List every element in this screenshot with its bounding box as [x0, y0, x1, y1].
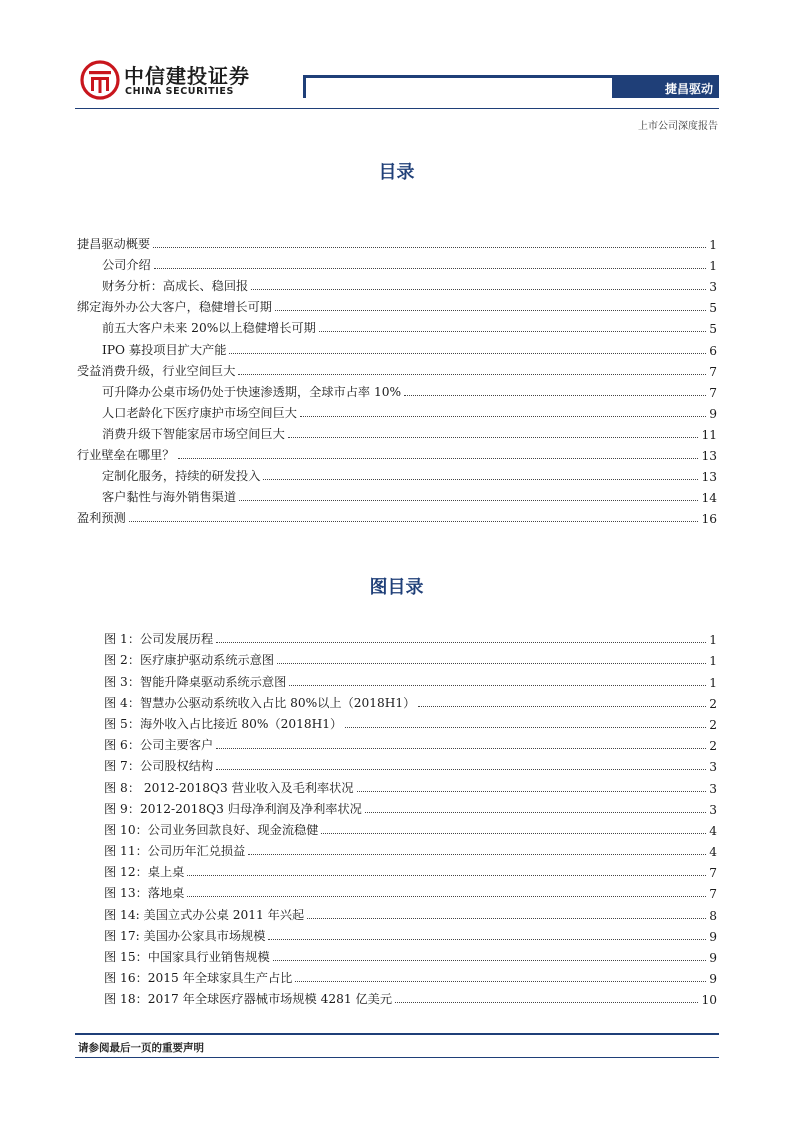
- figure-list-item[interactable]: [104, 774, 717, 795]
- report-type: 上市公司深度报告: [638, 121, 718, 132]
- figure-list-item-text: 图 2：医疗康护驱动系统示意图: [104, 653, 275, 668]
- toc-item[interactable]: [77, 484, 717, 505]
- figure-list-item-text: 图 17: 美国办公家具市场规模: [104, 928, 266, 943]
- dot-leader: [216, 769, 706, 770]
- dot-leader: [154, 268, 706, 269]
- dot-leader: [275, 310, 706, 311]
- figure-list-item-text: 图 1：公司发展历程: [104, 632, 214, 647]
- toc-item[interactable]: [77, 463, 717, 484]
- toc-item-text: 捷昌驱动概要: [77, 237, 151, 252]
- toc-item-text: 定制化服务，持续的研发投入: [102, 469, 261, 484]
- figure-list-item-page-number: 4: [709, 823, 717, 838]
- figure-list-item-page-number: 3: [709, 760, 717, 775]
- figure-list-item-page-number: 1: [709, 633, 717, 648]
- dot-leader: [238, 374, 706, 375]
- toc-item[interactable]: [77, 400, 717, 421]
- logo-english-name: CHINA SECURITIES: [125, 86, 234, 97]
- toc-item-page-number: 9: [709, 406, 717, 421]
- toc-item-text: 人口老龄化下医疗康护市场空间巨大: [102, 405, 297, 420]
- figure-list-item-page-number: 8: [709, 908, 717, 923]
- figure-list-item-page-number: 2: [709, 739, 717, 754]
- dot-leader: [288, 437, 699, 438]
- toc-item-text: 可升降办公桌市场仍处于快速渗透期，全球市占率 10%: [102, 384, 402, 399]
- toc-item-page-number: 1: [709, 259, 717, 274]
- toc-item-page-number: 13: [701, 470, 717, 485]
- figure-list-item[interactable]: [104, 838, 717, 859]
- china-securities-logo-icon: [80, 60, 120, 100]
- dot-leader: [365, 812, 706, 813]
- toc-item-page-number: 5: [709, 322, 717, 337]
- dot-leader: [129, 521, 699, 522]
- figure-list-item-page-number: 7: [709, 866, 717, 881]
- dot-leader: [239, 500, 698, 501]
- toc-item[interactable]: [77, 252, 717, 273]
- toc-item-text: 公司介绍: [102, 258, 151, 273]
- figure-list-item[interactable]: [104, 944, 717, 965]
- toc-item-text: 前五大客户未来 20%以上稳健增长可期: [102, 321, 316, 336]
- toc-item[interactable]: [77, 294, 717, 315]
- toc-item-page-number: 7: [709, 385, 717, 400]
- dot-leader: [295, 981, 706, 982]
- figure-list-item-page-number: 3: [709, 802, 717, 817]
- dot-leader: [395, 1002, 698, 1003]
- toc-item-text: 消费升级下智能家居市场空间巨大: [102, 426, 285, 441]
- figure-list-item[interactable]: [104, 796, 717, 817]
- dot-leader: [357, 791, 707, 792]
- dot-leader: [263, 479, 698, 480]
- figure-list-item[interactable]: [104, 711, 717, 732]
- figure-list-item[interactable]: [104, 859, 717, 880]
- toc-item-text: 行业壁垒在哪里？: [77, 448, 175, 463]
- figure-list-item-text: 图 15：中国家具行业销售规模: [104, 950, 270, 964]
- figure-list-item-page-number: 1: [709, 654, 717, 669]
- figure-list-item-page-number: 4: [709, 845, 717, 860]
- toc-item[interactable]: [77, 273, 717, 294]
- toc-item-page-number: 7: [709, 364, 717, 379]
- figure-list: [104, 626, 717, 1007]
- toc-item-text: IPO 募投项目扩大产能: [102, 342, 227, 357]
- figure-list-item[interactable]: [104, 668, 717, 689]
- toc-item-page-number: 13: [701, 449, 717, 464]
- toc-item[interactable]: [77, 379, 717, 400]
- dot-leader: [277, 663, 706, 664]
- figure-list-item-page-number: 1: [709, 675, 717, 690]
- toc-item-page-number: 3: [709, 280, 717, 295]
- figure-list-item[interactable]: [104, 626, 717, 647]
- toc-item-text: 绑定海外办公大客户，稳健增长可期: [77, 300, 272, 315]
- figure-list-item[interactable]: [104, 817, 717, 838]
- figure-list-item-text: 图 7：公司股权结构: [104, 759, 214, 774]
- toc-item-page-number: 5: [709, 301, 717, 316]
- dot-leader: [268, 939, 706, 940]
- figure-list-item-text: 图 8： 2012-2018Q3 营业收入及毛利率状况: [104, 780, 354, 795]
- dot-leader: [321, 833, 706, 834]
- toc-item-page-number: 6: [709, 343, 717, 358]
- toc-item-text: 受益消费升级，行业空间巨大: [77, 363, 236, 378]
- toc-title: 目录: [378, 162, 415, 183]
- figure-list-item[interactable]: [104, 732, 717, 753]
- figure-list-item-page-number: 9: [709, 929, 717, 944]
- toc-item[interactable]: [77, 358, 717, 379]
- header-rule: [75, 108, 719, 109]
- figure-list-item-page-number: 9: [709, 951, 717, 965]
- figure-list-item-text: 图 13：落地桌: [104, 886, 185, 901]
- figure-list-item[interactable]: [104, 986, 717, 1007]
- dot-leader: [187, 875, 706, 876]
- figure-list-item-text: 图 12：桌上桌: [104, 865, 185, 880]
- dot-leader: [216, 642, 706, 643]
- toc-item[interactable]: [77, 315, 717, 336]
- toc-list: [77, 231, 717, 526]
- figure-list-item-text: 图 6：公司主要客户: [104, 738, 214, 753]
- figure-list-item-page-number: 2: [709, 696, 717, 711]
- figure-list-item-text: 图 11：公司历年汇兑损益: [104, 844, 246, 859]
- footer-rule-bottom: [75, 1057, 719, 1058]
- dot-leader: [345, 727, 706, 728]
- figure-list-item[interactable]: [104, 880, 717, 901]
- toc-item-page-number: 1: [709, 238, 717, 253]
- header-company-name: 捷昌驱动: [664, 82, 713, 96]
- dot-leader: [273, 960, 707, 961]
- figure-list-item-text: 图 5：海外收入占比接近 80%（2018H1）: [104, 716, 343, 731]
- figure-list-item-text: 图 4：智慧办公驱动系统收入占比 80%以上（2018H1）: [104, 695, 416, 710]
- figure-list-item[interactable]: [104, 753, 717, 774]
- figure-list-item[interactable]: [104, 965, 717, 986]
- figure-list-item[interactable]: [104, 690, 717, 711]
- dot-leader: [307, 918, 706, 919]
- toc-item-page-number: 11: [701, 427, 717, 442]
- dot-leader: [300, 416, 706, 417]
- dot-leader: [319, 331, 706, 332]
- footer-rule-top: [75, 1033, 719, 1035]
- toc-item[interactable]: [77, 421, 717, 442]
- figure-list-item-page-number: 9: [709, 972, 717, 987]
- toc-item[interactable]: [77, 231, 717, 252]
- dot-leader: [229, 353, 706, 354]
- dot-leader: [251, 289, 706, 290]
- footer-disclaimer: 请参阅最后一页的重要声明: [78, 1042, 204, 1054]
- figure-list-item-page-number: 7: [709, 887, 717, 902]
- figure-list-item[interactable]: [104, 923, 717, 944]
- figure-list-item-text: 图 3：智能升降桌驱动系统示意图: [104, 674, 287, 689]
- figure-list-item-text: 图 9：2012-2018Q3 归母净利润及净利率状况: [104, 801, 362, 816]
- toc-item-page-number: 16: [701, 512, 717, 527]
- toc-item[interactable]: [77, 336, 717, 357]
- figure-list-item-page-number: 3: [709, 781, 717, 796]
- toc-item-page-number: 14: [701, 491, 717, 506]
- dot-leader: [404, 395, 706, 396]
- figure-list-item-text: 图 16：2015 年全球家具生产占比: [104, 971, 293, 986]
- company-logo: [80, 58, 255, 103]
- dot-leader: [418, 706, 706, 707]
- logo-chinese-name: 中信建投证券: [124, 64, 250, 88]
- figure-list-item-page-number: 2: [709, 717, 717, 732]
- toc-item-text: 财务分析：高成长、稳回报: [102, 279, 249, 294]
- dot-leader: [216, 748, 706, 749]
- figure-list-item-text: 图 14: 美国立式办公桌 2011 年兴起: [104, 907, 305, 922]
- toc-item-text: 盈利预测: [77, 511, 126, 526]
- toc-item[interactable]: [77, 505, 717, 526]
- figure-list-item-text: 图 10：公司业务回款良好、现金流稳健: [104, 822, 319, 837]
- figure-list-item-page-number: 10: [701, 993, 717, 1008]
- dot-leader: [289, 685, 706, 686]
- toc-item[interactable]: [77, 442, 717, 463]
- figure-list-item[interactable]: [104, 647, 717, 668]
- dot-leader: [248, 854, 706, 855]
- dot-leader: [178, 458, 699, 459]
- figure-list-item-text: 图 18：2017 年全球医疗器械市场规模 4281 亿美元: [104, 992, 393, 1007]
- figure-list-title: 图目录: [369, 577, 424, 598]
- figure-list-item[interactable]: [104, 901, 717, 922]
- dot-leader: [187, 896, 706, 897]
- toc-item-text: 客户黏性与海外销售渠道: [102, 490, 237, 505]
- dot-leader: [153, 247, 706, 248]
